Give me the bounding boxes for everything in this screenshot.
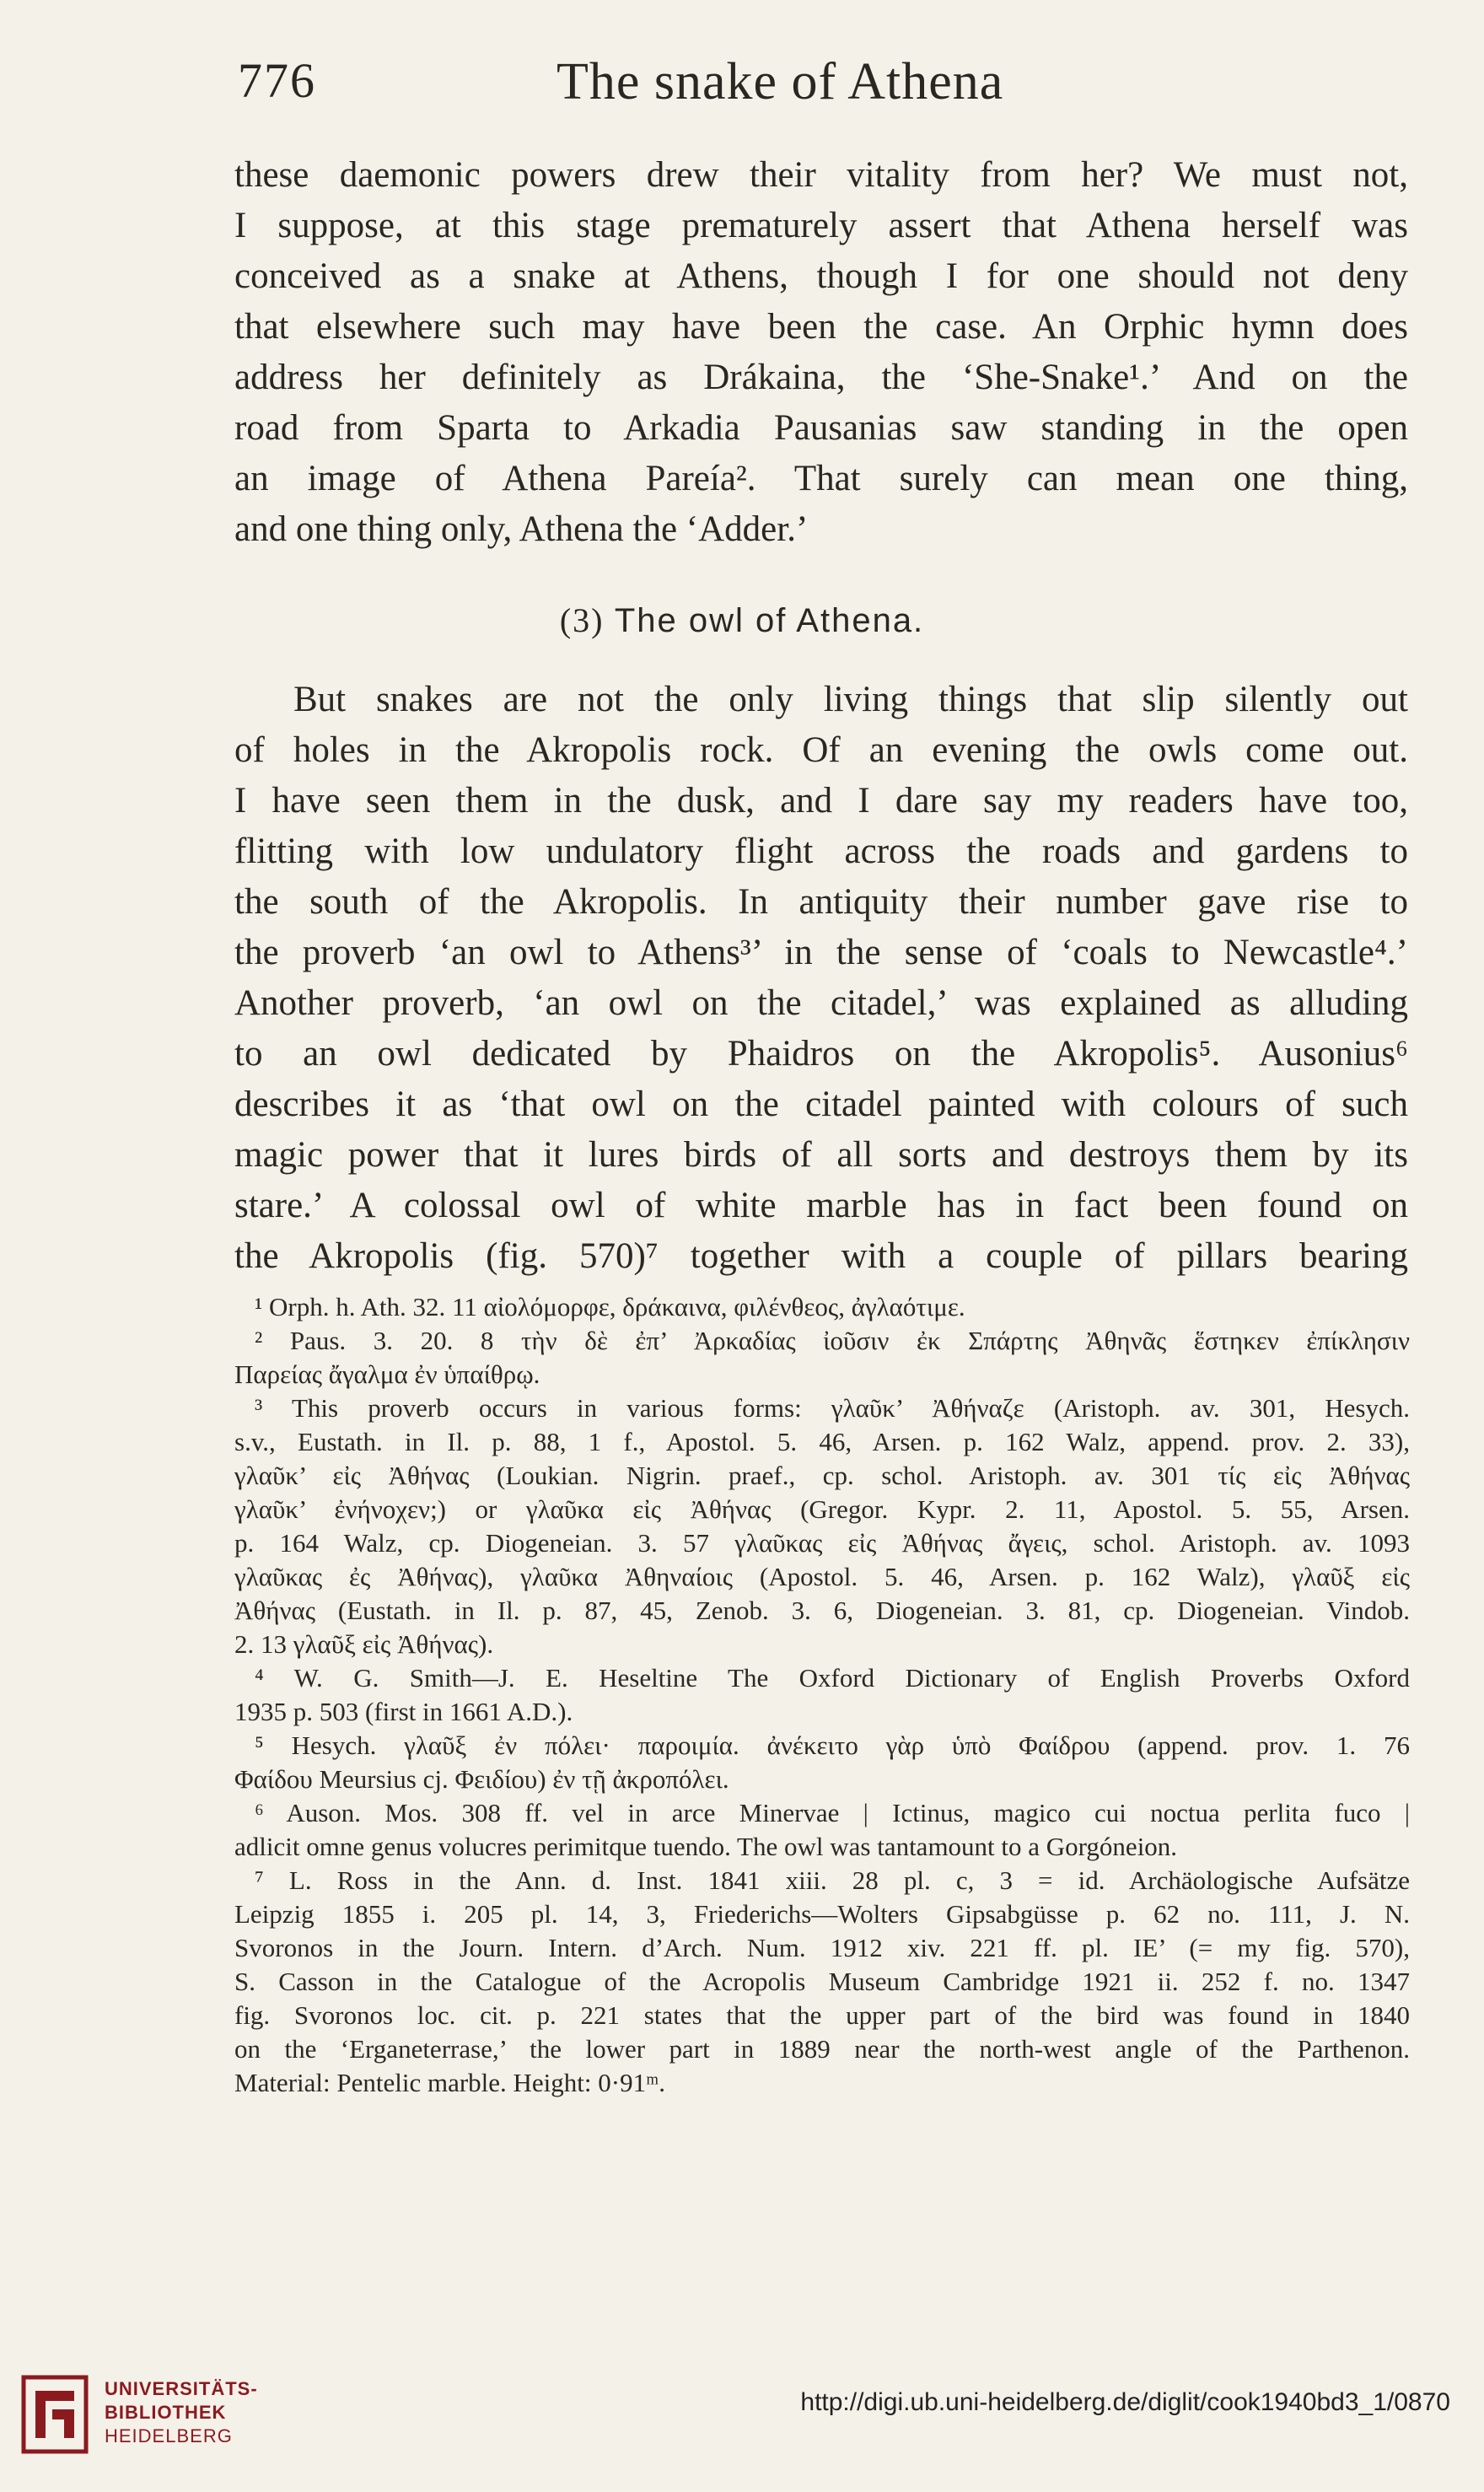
footnote-line: ² Paus. 3. 20. 8 τὴν δὲ ἐπ’ Ἀρκαδίας ἰοῦσιν ἐκ Σπάρτης Ἀθηνᾶς ἕστηκεν ἐπίκλησιν (255, 1326, 1410, 1355)
footnote-line: γλαῦκ’ εἰς Ἀθήνας (Loukian. Nigrin. praef., cp. schol. Aristoph. av. 301 τίς εἰς Ἀθήνας (234, 1461, 1410, 1490)
footnote-line: 2. 13 γλαῦξ εἰς Ἀθήνας). (234, 1629, 494, 1659)
text-line: describes it as ‘that owl on the citadel painted with colours of such (234, 1085, 1408, 1124)
footnote-4 (234, 1661, 1410, 1729)
text-line: the proverb ‘an owl to Athens³’ in the sense of ‘coals to Newcastle⁴.’ (234, 933, 1408, 972)
footnote-line: fig. Svoronos loc. cit. p. 221 states that the upper part of the bird was found in 1840 (234, 2000, 1410, 2030)
footnote-line: Φαίδου Meursius cj. Φειδίου) ἐν τῇ ἀκροπόλει. (234, 1764, 729, 1794)
footnote-line: adlicit omne genus volucres perimitque tuendo. The owl was tantamount to a Gorgóneion. (234, 1832, 1178, 1861)
section-number: (3) (559, 601, 605, 639)
text-line: I suppose, at this stage prematurely assert that Athena herself was (234, 206, 1408, 245)
text-line: and one thing only, Athena the ‘Adder.’ (234, 509, 809, 549)
page-header (238, 52, 1435, 128)
footnote-line: γλαῦκ’ ἐνήνοχεν;) or γλαῦκα εἰς Ἀθήνας (Gregor. Kypr. 2. 11, Apostol. 5. 55, Arsen. (234, 1494, 1410, 1524)
text-line: that elsewhere such may have been the case. An Orphic hymn does (234, 307, 1408, 347)
footnote-line: ¹ Orph. h. Ath. 32. 11 αἰολόμορφε, δράκαινα, φιλένθεος, ἀγλαότιμε. (255, 1292, 965, 1321)
footnote-2 (234, 1324, 1410, 1391)
footnote-line: Svoronos in the Journ. Intern. d’Arch. Num. 1912 xiv. 221 ff. pl. IE’ (= my fig. 570), (234, 1933, 1410, 1962)
footnote-5 (234, 1729, 1410, 1796)
text-line: road from Sparta to Arkadia Pausanias saw standing in the open (234, 408, 1408, 448)
footnote-line: S. Casson in the Catalogue of the Acropolis Museum Cambridge 1921 ii. 252 f. no. 1347 (234, 1967, 1410, 1996)
footnote-line: on the ‘Erganeterrase,’ the lower part in 1889 near the north-west angle of the Parthenon. (234, 2034, 1410, 2064)
library-logo (20, 2366, 374, 2467)
section-title: The owl of Athena. (614, 602, 925, 639)
footnote-7 (234, 1864, 1410, 2100)
text-line: conceived as a snake at Athens, though I for one should not deny (234, 256, 1408, 296)
text-line: magic power that it lures birds of all sorts and destroys them by its (234, 1135, 1408, 1175)
paragraph-1 (234, 150, 1408, 555)
text-line: I have seen them in the dusk, and I dare say my readers have too, (234, 781, 1408, 821)
paragraph-2 (234, 675, 1408, 1282)
footnote-line: Ἀθήνας (Eustath. in Il. p. 87, 45, Zenob. 3. 6, Diogeneian. 3. 81, cp. Diogeneian. Vindob. (234, 1596, 1410, 1625)
text-line: flitting with low undulatory flight across the roads and gardens to (234, 832, 1408, 871)
text-line: the Akropolis (fig. 570)⁷ together with a couple of pillars bearing (234, 1236, 1408, 1276)
section-heading (0, 600, 1484, 640)
text-line: of holes in the Akropolis rock. Of an evening the owls come out. (234, 730, 1408, 770)
footnote-3 (234, 1391, 1410, 1661)
library-name (105, 2377, 258, 2448)
page-number: 776 (238, 53, 316, 108)
library-name-line: UNIVERSITÄTS- (105, 2378, 258, 2399)
library-crest-icon (20, 2372, 89, 2457)
text-line: an image of Athena Pareía². That surely can mean one thing, (234, 459, 1408, 498)
footnote-line: ⁶ Auson. Mos. 308 ff. vel in arce Minervae | Ictinus, magico cui noctua perlita fuco | (255, 1798, 1410, 1827)
library-name-line: HEIDELBERG (105, 2425, 233, 2446)
source-url-link[interactable]: http://digi.ub.uni-heidelberg.de/diglit/cook1940bd3_1/0870 (800, 2388, 1450, 2416)
footnotes (234, 1290, 1410, 2100)
footnote-line: γλαῦκας ἐς Ἀθήνας), γλαῦκα Ἀθηναίοις (Apostol. 5. 46, Arsen. p. 162 Walz), γλαῦξ εἰς (234, 1562, 1410, 1591)
footnote-6 (234, 1796, 1410, 1864)
footnote-1 (234, 1290, 1410, 1324)
footnote-line: 1935 p. 503 (first in 1661 A.D.). (234, 1697, 573, 1726)
text-line: the south of the Akropolis. In antiquity their number gave rise to (234, 882, 1408, 922)
text-line: stare.’ A colossal owl of white marble has in fact been found on (234, 1186, 1408, 1225)
footnote-line: s.v., Eustath. in Il. p. 88, 1 f., Apostol. 5. 46, Arsen. p. 162 Walz, append. prov. 2. 33), (234, 1427, 1410, 1456)
text-line: Another proverb, ‘an owl on the citadel,’ was explained as alluding (234, 983, 1408, 1023)
footnote-line: Παρείας ἄγαλμα ἐν ὑπαίθρῳ. (234, 1359, 540, 1389)
footnote-line: ³ This proverb occurs in various forms: γλαῦκ’ Ἀθήναζε (Aristoph. av. 301, Hesych. (255, 1393, 1410, 1423)
library-name-line: BIBLIOTHEK (105, 2402, 227, 2423)
running-title: The snake of Athena (556, 53, 1004, 110)
text-line: address her definitely as Drákaina, the ‘She-Snake¹.’ And on the (234, 358, 1408, 397)
footnote-line: p. 164 Walz, cp. Diogeneian. 3. 57 γλαῦκας εἰς Ἀθήνας ἄγεις, schol. Aristoph. av. 1093 (234, 1528, 1410, 1558)
footnote-line: ⁴ W. G. Smith—J. E. Heseltine The Oxford Dictionary of English Proverbs Oxford (255, 1663, 1410, 1693)
footnote-line: Leipzig 1855 i. 205 pl. 14, 3, Friederichs—Wolters Gipsabgüsse p. 62 no. 111, J. N. (234, 1899, 1410, 1929)
footnote-line: Material: Pentelic marble. Height: 0·91ᵐ. (234, 2068, 666, 2097)
text-line: these daemonic powers drew their vitality from her? We must not, (234, 155, 1408, 195)
footnote-line: ⁵ Hesych. γλαῦξ ἐν πόλει· παροιμία. ἀνέκειτο γὰρ ὑπὸ Φαίδρου (append. prov. 1. 76 (255, 1730, 1410, 1760)
text-line: to an owl dedicated by Phaidros on the Akropolis⁵. Ausonius⁶ (234, 1034, 1408, 1074)
footnote-line: ⁷ L. Ross in the Ann. d. Inst. 1841 xiii. 28 pl. c, 3 = id. Archäologische Aufsätze (255, 1865, 1410, 1895)
text-line: But snakes are not the only living things that slip silently out (293, 680, 1408, 719)
